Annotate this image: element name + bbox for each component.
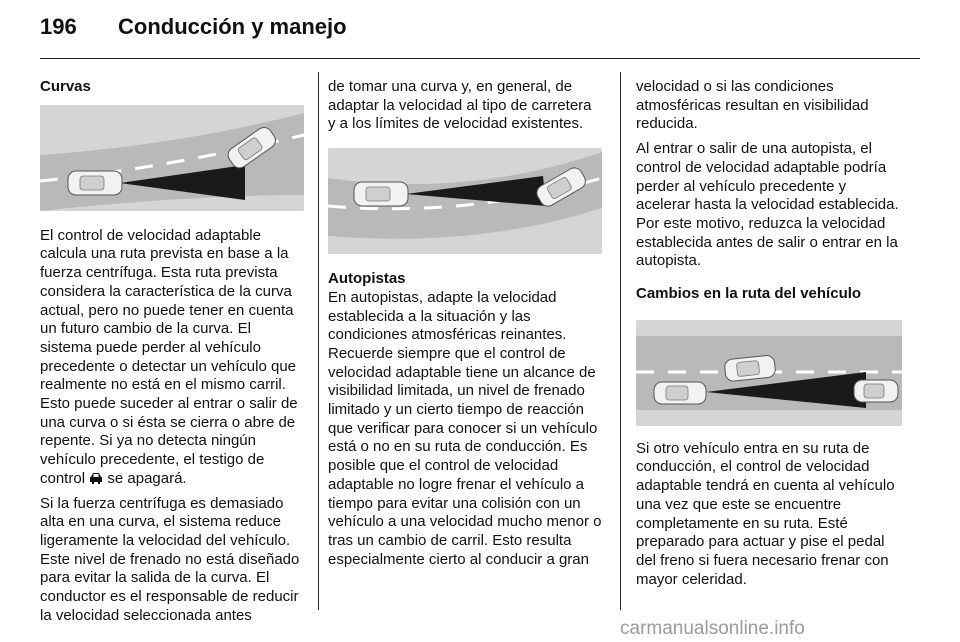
watermark: carmanualsonline.info [620, 618, 805, 639]
column-3 [636, 78, 902, 589]
lane-change-illustration [636, 320, 902, 426]
paragraph: Si otro vehículo entra en su ruta de conducción, el control de velocidad adaptable tendrá en cuenta al vehículo una vez que este se encuentre completamente en su ruta. Esté preparado para actuar y pise el pedal del freno si fuera necesario frenar con mayor celeridad. [636, 439, 895, 588]
column-divider [620, 72, 621, 610]
page-number: 196 [40, 14, 77, 39]
section-heading-path-changes: Cambios en la ruta del vehículo [636, 285, 862, 303]
curve-illustration [40, 105, 304, 211]
section-heading-curves: Curvas [40, 78, 91, 95]
paragraph: En autopistas, adapte la velocidad establecida a la situación y las condiciones atmosféricas reinantes. Recuerde siempre que el control de velocidad adaptable tiene un alcance de visibilidad limitada, un nivel de frenado limitado y un cierto tiempo de reacción que verificar para conocer si un vehículo está o no en su ruta de conducción. Es posible que el control de velocidad adaptable no logre frenar el vehículo a tiempo para evitar una colisión con un vehículo a una velocidad mucho menor o tras un cambio de carril. Esto resulta especialmente cierto al conducir a gran [328, 288, 602, 568]
column-divider [318, 72, 319, 610]
highway-illustration [328, 148, 602, 254]
column-2 [328, 78, 602, 569]
chapter-title: Conducción y manejo [118, 14, 347, 39]
paragraph: Si la fuerza centrífuga es demasiado alta en una curva, el sistema reduce ligeramente la velocidad del vehículo. Este nivel de frenado no está diseñado para evitar la salida de la curva. El conductor es el responsable de reducir la velocidad seleccionada antes [40, 494, 300, 624]
section-heading-highways: Autopistas [328, 270, 406, 288]
paragraph: Al entrar o salir de una autopista, el control de velocidad adaptable podría perder al vehículo precedente y acelerar hasta la velocidad establecida. Por este motivo, reduzca la velocidad establecida antes de salir o entrar en la autopista. [636, 140, 899, 270]
header-rule [40, 58, 920, 59]
page-header [40, 14, 920, 54]
paragraph [40, 227, 304, 489]
car-indicator-icon [89, 472, 103, 484]
column-1 [40, 78, 304, 625]
paragraph: de tomar una curva y, en general, de adaptar la velocidad al tipo de carretera y a los límites de velocidad existentes. [328, 78, 592, 133]
paragraph-text: se apagará. [107, 469, 187, 487]
paragraph: velocidad o si las condiciones atmosféricas resultan en visibilidad reducida. [636, 78, 869, 133]
paragraph-text: El control de velocidad adaptable calcula una ruta prevista en base a la fuerza centrífuga. Esta ruta prevista considera la característica de la curva actual, pero no puede tener en cuenta un futuro cambio de la curva. El sistema puede perder al vehículo precedente o detectar un vehículo que realmente no está en el mismo carril. Esto puede suceder al entrar o salir de una curva o si ésta se cierra o abre de repente. Si ya no detecta ningún vehículo precedente, el testigo de control [40, 226, 298, 487]
